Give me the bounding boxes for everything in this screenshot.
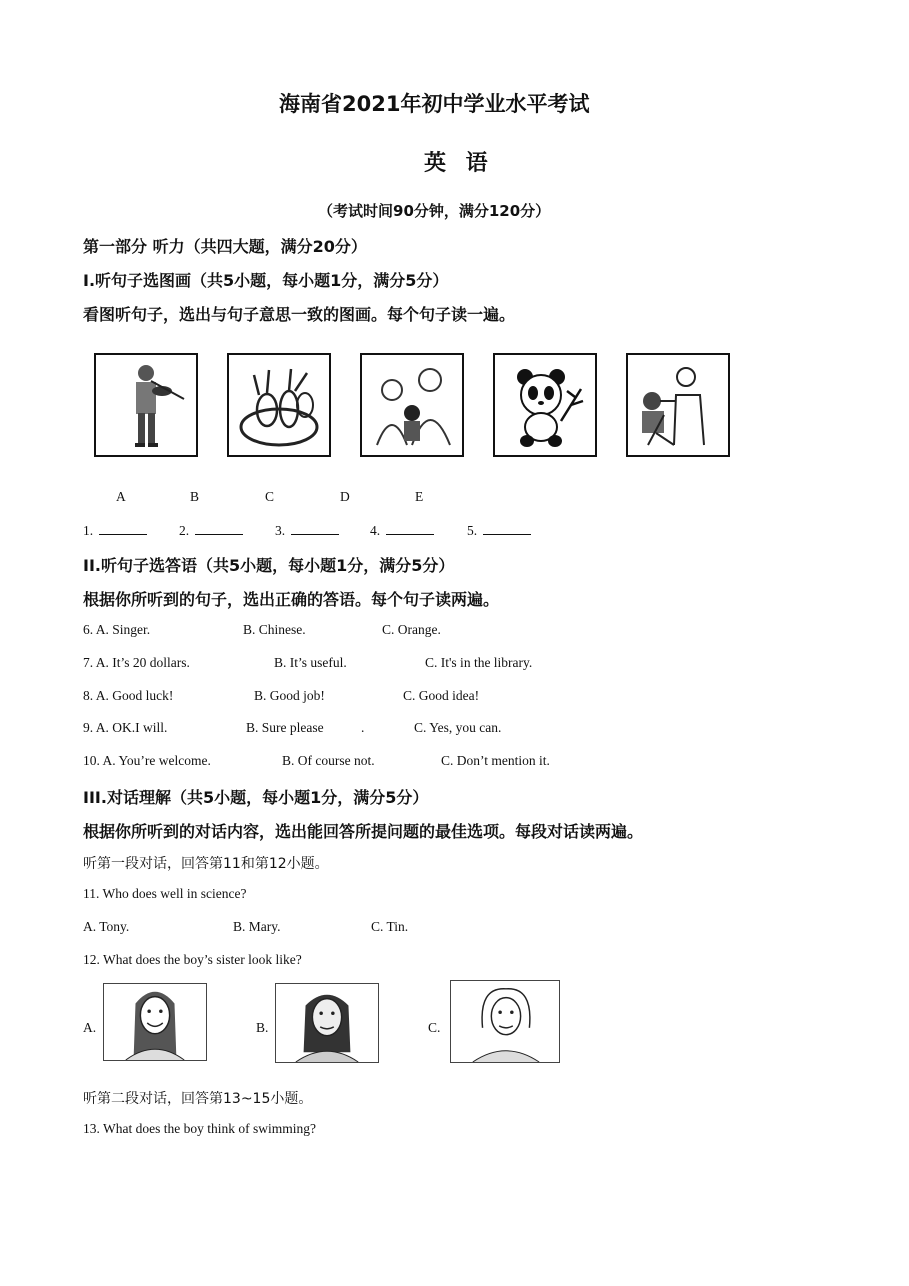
q9-option-a: 9. A. OK.I will. <box>83 720 168 735</box>
blank-number: 3. <box>275 523 286 538</box>
girl-straight-hair-icon <box>276 984 378 1062</box>
section1-instruction: 看图听句子，选出与句子意思一致的图画。每个句子读一遍。 <box>83 305 516 324</box>
q7-option-b: B. It’s useful. <box>274 655 347 670</box>
q7-option-a: 7. A. It’s 20 dollars. <box>83 655 190 670</box>
q9-option-b: B. Sure please <box>246 720 324 735</box>
q12-label-c: C. <box>428 1020 441 1035</box>
answer-blank-5[interactable] <box>467 522 531 539</box>
q11-option-b: B. Mary. <box>233 919 281 934</box>
dialog1-instruction: 听第一段对话，回答第11和第12小题。 <box>83 856 329 872</box>
q12-question: 12. What does the boy’s sister look like? <box>83 952 302 967</box>
picture-label-a: A <box>116 489 126 504</box>
q6-option-a: 6. A. Singer. <box>83 622 151 637</box>
q12-picture-c-short-hair <box>450 980 560 1063</box>
section1-heading: I.听句子选图画（共5小题，每小题1分，满分5分） <box>83 271 449 290</box>
picture-d-panda <box>493 353 597 457</box>
blank-line <box>386 522 434 535</box>
blank-line <box>483 522 531 535</box>
section2-heading: II.听句子选答语（共5小题，每小题1分，满分5分） <box>83 556 455 575</box>
q11-option-c: C. Tin. <box>371 919 409 934</box>
q8-option-a: 8. A. Good luck! <box>83 688 174 703</box>
blank-number: 2. <box>179 523 190 538</box>
part1-heading: 第一部分 听力（共四大题，满分20分） <box>83 237 367 256</box>
girl-long-hair-icon <box>104 984 206 1060</box>
exam-info: （考试时间90分钟，满分120分） <box>318 202 551 220</box>
q9-option-c: C. Yes, you can. <box>414 720 502 735</box>
q6-option-b: B. Chinese. <box>243 622 306 637</box>
violinist-icon <box>96 355 196 455</box>
answer-blank-2[interactable] <box>179 522 243 539</box>
picture-label-b: B <box>190 489 200 504</box>
picture-c-family <box>360 353 464 457</box>
exam-title: 海南省2021年初中学业水平考试 <box>279 92 590 116</box>
q6-option-c: C. Orange. <box>382 622 441 637</box>
answer-blank-1[interactable] <box>83 522 147 539</box>
blank-line <box>99 522 147 535</box>
q8-option-c: C. Good idea! <box>403 688 480 703</box>
answer-blank-4[interactable] <box>370 522 434 539</box>
q9-dot: . <box>361 720 365 735</box>
blank-line <box>195 522 243 535</box>
vegetables-icon <box>229 355 329 455</box>
family-icon <box>362 355 462 455</box>
dialog2-instruction: 听第二段对话，回答第13~15小题。 <box>83 1091 313 1107</box>
picture-label-c: C <box>265 489 275 504</box>
q12-picture-a-long-hair <box>103 983 207 1061</box>
doctor-icon <box>628 355 728 455</box>
q10-option-c: C. Don’t mention it. <box>441 753 550 768</box>
picture-b-vegetables <box>227 353 331 457</box>
q8-option-b: B. Good job! <box>254 688 325 703</box>
section2-instruction: 根据你所听到的句子，选出正确的答语。每个句子读两遍。 <box>83 590 500 609</box>
picture-label-e: E <box>415 489 424 504</box>
q11-question: 11. Who does well in science? <box>83 886 247 901</box>
answer-blank-3[interactable] <box>275 522 339 539</box>
subject-title: 英 语 <box>424 151 494 176</box>
girl-short-hair-icon <box>451 981 559 1062</box>
q12-label-a: A. <box>83 1020 97 1035</box>
blank-number: 4. <box>370 523 381 538</box>
q12-label-b: B. <box>256 1020 269 1035</box>
q10-option-b: B. Of course not. <box>282 753 375 768</box>
section3-heading: III.对话理解（共5小题，每小题1分，满分5分） <box>83 788 429 807</box>
section3-instruction: 根据你所听到的对话内容，选出能回答所提问题的最佳选项。每段对话读两遍。 <box>83 822 644 841</box>
picture-label-d: D <box>340 489 350 504</box>
picture-e-doctor <box>626 353 730 457</box>
picture-a-violin <box>94 353 198 457</box>
blank-number: 5. <box>467 523 478 538</box>
q10-option-a: 10. A. You’re welcome. <box>83 753 211 768</box>
q7-option-c: C. It's in the library. <box>425 655 533 670</box>
blank-line <box>291 522 339 535</box>
panda-icon <box>495 355 595 455</box>
q13-question: 13. What does the boy think of swimming? <box>83 1121 316 1136</box>
q12-picture-b-straight-hair <box>275 983 379 1063</box>
blank-number: 1. <box>83 523 94 538</box>
q11-option-a: A. Tony. <box>83 919 130 934</box>
